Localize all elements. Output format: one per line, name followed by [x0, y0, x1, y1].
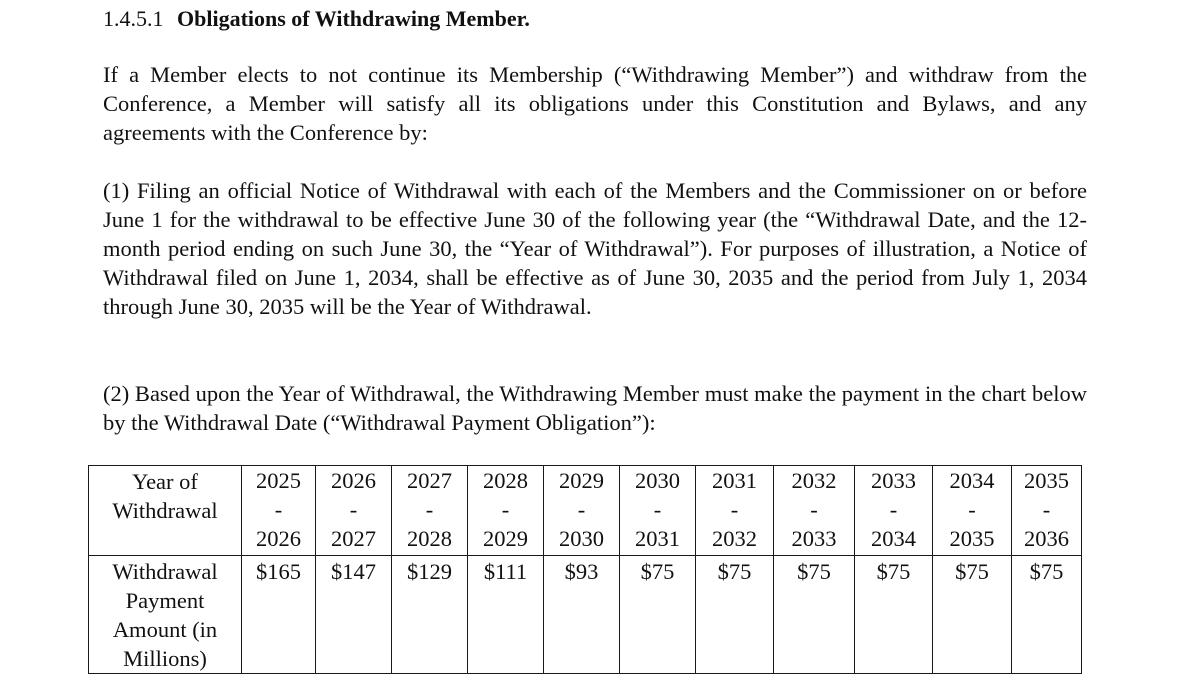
section-heading — [103, 4, 530, 34]
intro-paragraph: If a Member elects to not continue its Membership (“Withdrawing Member”) and withdraw from the Conference, a Member will satisfy all its obligations under this Constitution and Bylaws, and any agreements with the Conference by: — [103, 62, 1087, 145]
withdrawal-payment-table — [88, 465, 1082, 674]
year-row — [89, 466, 1082, 556]
amount-cell: $75 — [1012, 556, 1082, 674]
year-cell: 2033 - 2034 — [855, 466, 933, 556]
year-of-withdrawal-header: Year of Withdrawal — [89, 466, 242, 556]
amount-cell: $75 — [933, 556, 1012, 674]
year-cell: 2028 - 2029 — [468, 466, 544, 556]
amount-cell: $75 — [855, 556, 933, 674]
amount-cell: $129 — [392, 556, 468, 674]
paragraph-notice-of-withdrawal: (1) Filing an official Notice of Withdrawal with each of the Members and the Commissioner on or before June 1 for the withdrawal to be effective June 30 of the following year (the “Withdrawal Date, and the 12-month period ending on such June 30, the “Year of Withdrawal”). For purposes of illustration, a Notice of Withdrawal filed on June 1, 2034, shall be effective as of June 30, 2035 and the period from July 1, 2034 through June 30, 2035 will be the Year of Withdrawal. — [103, 178, 1087, 319]
section-title: Obligations of Withdrawing Member. — [177, 6, 530, 31]
amount-cell: $165 — [242, 556, 316, 674]
payment-amount-header: Withdrawal Payment Amount (in Millions) — [89, 556, 242, 674]
year-cell: 2029 - 2030 — [544, 466, 620, 556]
amount-row — [89, 556, 1082, 674]
year-cell: 2027 - 2028 — [392, 466, 468, 556]
amount-cell: $111 — [468, 556, 544, 674]
year-cell: 2026 - 2027 — [316, 466, 392, 556]
year-cell: 2034 - 2035 — [933, 466, 1012, 556]
amount-cell: $93 — [544, 556, 620, 674]
year-cell: 2030 - 2031 — [620, 466, 696, 556]
amount-cell: $75 — [774, 556, 855, 674]
section-number: 1.4.5.1 — [103, 6, 164, 31]
year-cell: 2032 - 2033 — [774, 466, 855, 556]
amount-cell: $75 — [696, 556, 774, 674]
amount-cell: $147 — [316, 556, 392, 674]
paragraph-payment-obligation: (2) Based upon the Year of Withdrawal, the Withdrawing Member must make the payment in the chart below by the Withdrawal Date (“Withdrawal Payment Obligation”): — [103, 381, 1087, 435]
year-cell: 2035 - 2036 — [1012, 466, 1082, 556]
year-cell: 2025 - 2026 — [242, 466, 316, 556]
year-cell: 2031 - 2032 — [696, 466, 774, 556]
amount-cell: $75 — [620, 556, 696, 674]
